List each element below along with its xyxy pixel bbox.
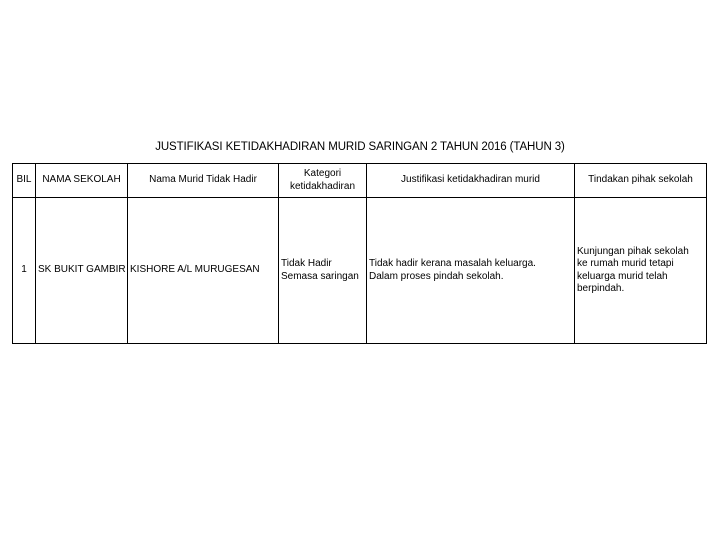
header-kategori-line2: ketidakhadiran <box>289 180 356 192</box>
cell-tindakan-line4: berpindah. <box>577 283 625 294</box>
header-kategori <box>279 164 367 198</box>
document-title: JUSTIFIKASI KETIDAKHADIRAN MURID SARINGAN 2 TAHUN 2016 (TAHUN 3) <box>155 141 565 153</box>
cell-justifikasi <box>367 198 575 344</box>
table-row <box>13 198 707 344</box>
cell-kategori-line2: Semasa saringan <box>281 270 359 282</box>
cell-tindakan-line2: ke rumah murid tetapi <box>577 258 674 269</box>
table-header-row <box>13 164 707 198</box>
cell-tindakan <box>575 198 707 344</box>
header-bil: BIL <box>13 164 36 198</box>
header-nama-sekolah: NAMA SEKOLAH <box>36 164 128 198</box>
cell-tindakan-line1: Kunjungan pihak sekolah <box>577 245 689 257</box>
header-nama-murid: Nama Murid Tidak Hadir <box>128 164 279 198</box>
header-tindakan: Tindakan pihak sekolah <box>575 164 707 198</box>
header-justifikasi: Justifikasi ketidakhadiran murid <box>367 164 575 198</box>
cell-nama-murid: KISHORE A/L MURUGESAN <box>128 198 279 344</box>
cell-bil: 1 <box>13 198 36 344</box>
cell-kategori-line1: Tidak Hadir <box>281 258 332 269</box>
justification-table <box>12 163 707 344</box>
cell-tindakan-line3: keluarga murid telah <box>577 270 668 282</box>
header-kategori-line1: Kategori <box>303 168 342 179</box>
cell-justifikasi-line2: Dalam proses pindah sekolah. <box>369 270 504 282</box>
cell-justifikasi-line1: Tidak hadir kerana masalah keluarga. <box>369 258 536 269</box>
cell-kategori <box>279 198 367 344</box>
cell-nama-sekolah: SK BUKIT GAMBIR <box>36 198 128 344</box>
